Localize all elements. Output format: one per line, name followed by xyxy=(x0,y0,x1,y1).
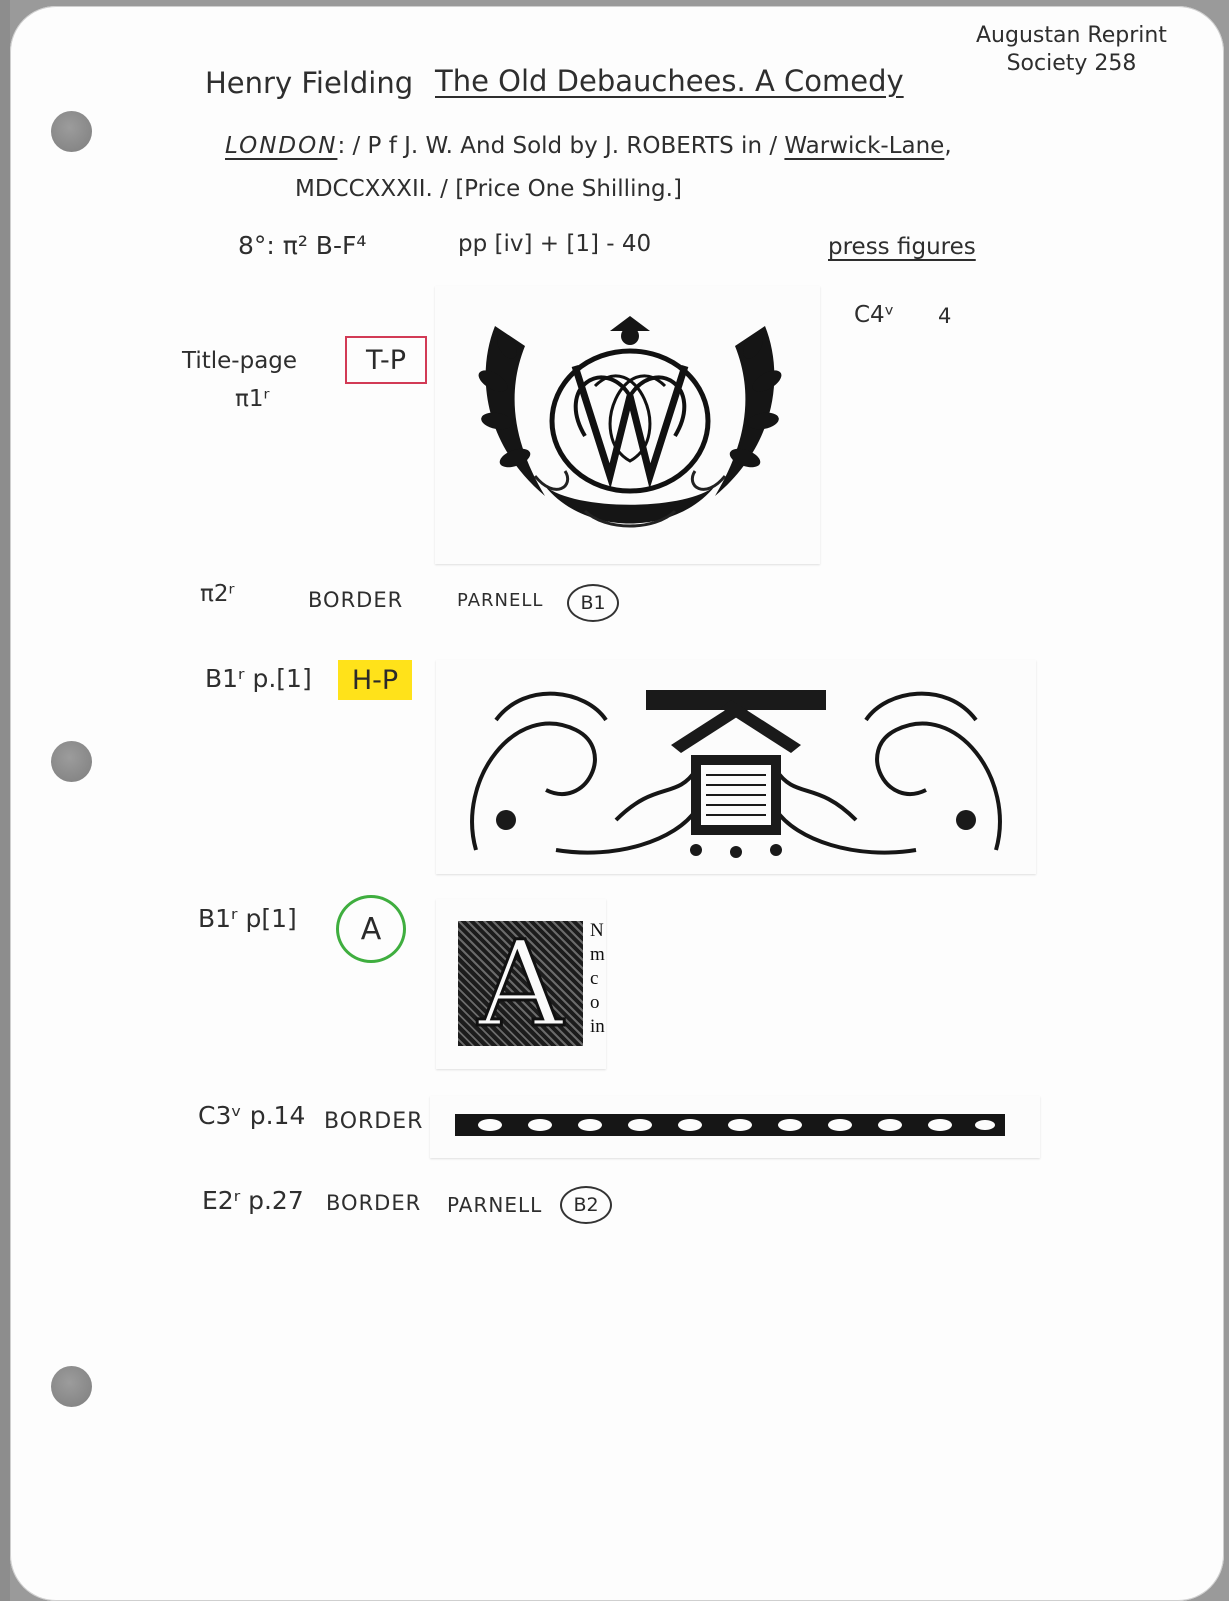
entry-sig: C3ᵛ p.14 xyxy=(198,1101,306,1130)
press-figure-number: 4 xyxy=(938,304,952,328)
border-clipping xyxy=(430,1096,1040,1158)
punch-hole xyxy=(51,741,92,782)
entry-type: BORDER xyxy=(308,588,404,612)
press-figures-heading: press figures xyxy=(828,234,976,260)
ref-b1: B1 xyxy=(567,584,619,622)
border-ornament-image xyxy=(430,1096,1040,1158)
entry-sig: E2ʳ p.27 xyxy=(202,1186,304,1215)
text-fragment: m xyxy=(590,944,605,965)
monogram-ornament-image xyxy=(435,286,820,564)
book-title: The Old Debauchees. A Comedy xyxy=(435,64,904,98)
entry-source: PARNELL xyxy=(447,1193,543,1217)
imprint-street: Warwick-Lane xyxy=(784,133,945,159)
entry-source: PARNELL xyxy=(457,590,544,611)
entry-type: BORDER xyxy=(324,1109,424,1134)
entry-sig: B1ʳ p[1] xyxy=(198,904,297,933)
text-fragment: c xyxy=(590,968,599,989)
headpiece-ornament-image xyxy=(436,660,1036,874)
decorated-initial xyxy=(458,914,583,1053)
entry-sig: B1ʳ p.[1] xyxy=(205,664,312,693)
text-fragment: N xyxy=(590,920,604,941)
punch-hole xyxy=(51,111,92,152)
society-line-2: Society 258 xyxy=(1006,51,1137,76)
entry-type: BORDER xyxy=(326,1191,422,1215)
binder-edge xyxy=(0,0,10,1601)
imprint-comma: , xyxy=(944,133,952,159)
tag-initial: A xyxy=(336,895,406,963)
entry-sig: π2ʳ xyxy=(200,581,235,607)
text-fragment: in xyxy=(590,1016,605,1037)
ref-b2: B2 xyxy=(560,1186,612,1224)
text-fragments xyxy=(590,919,605,1039)
society-line-1: Augustan Reprint xyxy=(976,23,1167,48)
text-fragment: o xyxy=(590,992,600,1013)
notebook-page xyxy=(10,6,1224,1601)
punch-hole xyxy=(51,1366,92,1407)
imprint-place: LONDON xyxy=(225,133,338,159)
author: Henry Fielding xyxy=(205,66,414,100)
tag-title-page: T-P xyxy=(345,336,427,384)
entry-label-title-page: Title-page xyxy=(182,348,298,374)
imprint-printer: : / P f J. W. And Sold by J. ROBERTS in / xyxy=(337,133,778,159)
initial-letter-clipping xyxy=(436,899,606,1069)
initial-letter: A xyxy=(477,914,564,1053)
imprint-line-2: MDCCXXXII. / [Price One Shilling.] xyxy=(295,176,682,202)
society-note xyxy=(976,22,1167,78)
entry-sig: π1ʳ xyxy=(235,386,270,412)
collation-format: 8°: π² B-F⁴ xyxy=(238,231,367,260)
tag-head-piece: H-P xyxy=(338,660,412,700)
collation-pages: pp [iv] + [1] - 40 xyxy=(458,231,652,257)
headpiece-clipping xyxy=(436,660,1036,874)
press-figure-sig: C4ᵛ xyxy=(854,302,895,328)
title-page-ornament-clipping xyxy=(435,286,820,564)
imprint-line-1 xyxy=(225,133,952,159)
